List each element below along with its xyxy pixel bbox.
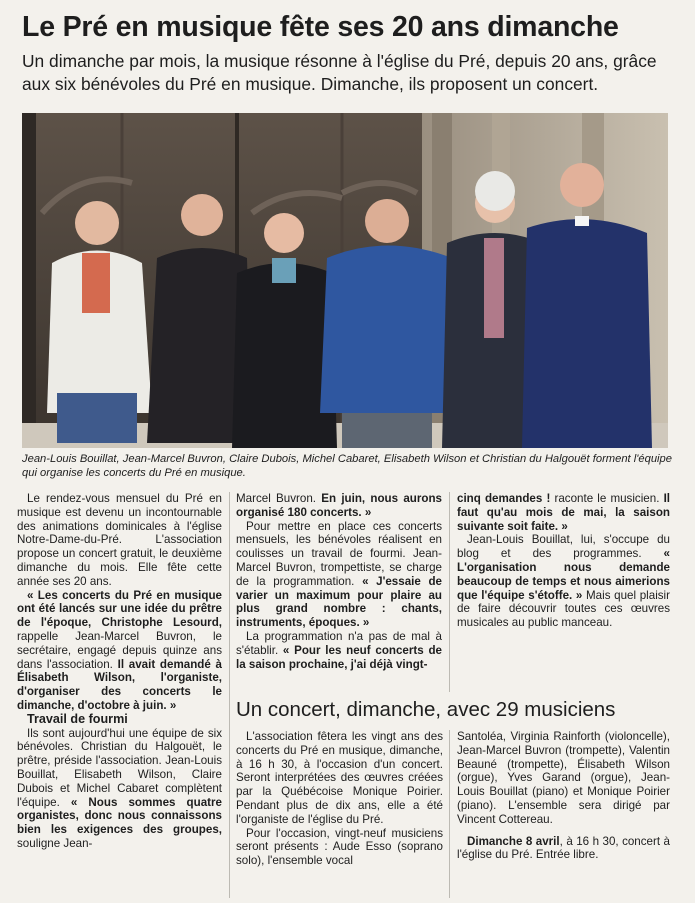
paragraph: Le rendez-vous mensuel du Pré en musique est devenu un incontournable des animations dominicales à l'église Notre-Dame-du-Pré. L'association propose un concert gratuit, le deuxième dimanche du mois. Elle fête cette année ses 20 ans. <box>17 492 222 588</box>
article-lead: Un dimanche par mois, la musique résonne à l'église du Pré, depuis 20 ans, grâce aux six bénévoles du Pré en musique. Dimanche, ils proposent un concert. <box>22 51 657 94</box>
column-divider <box>449 492 450 692</box>
article-column-1 <box>17 492 222 851</box>
subheading: Travail de fourmi <box>27 711 128 726</box>
article-column-3 <box>457 492 670 630</box>
paragraph: Marcel Buvron. En juin, nous aurons organisé 180 concerts. » <box>236 492 442 519</box>
paragraph: Ils sont aujourd'hui une équipe de six bénévoles. Christian du Halgouët, le prêtre, préside l'association. Jean-Louis Bouillat, Elisabeth Wilson, Claire Dubois et Michel Cabaret complètent l'équipe. « Nous sommes quatre organistes, donc nous connaissons bien les exigences des groupes, souligne Jean- <box>17 726 222 850</box>
photo-caption: Jean-Louis Bouillat, Jean-Marcel Buvron, Claire Dubois, Michel Cabaret, Elisabeth Wilson et Christian du Halgouët forment l'équipe qui organise les concerts du Pré en musique. <box>22 453 672 479</box>
group-photo <box>22 113 668 448</box>
paragraph: Dimanche 8 avril, à 16 h 30, concert à l'église du Pré. Entrée libre. <box>457 834 670 862</box>
article-column-4 <box>236 730 443 868</box>
paragraph: Pour l'occasion, vingt-neuf musiciens seront présents : Aude Esso (soprano solo), l'ensemble vocal <box>236 826 443 868</box>
paragraph: Jean-Louis Bouillat, lui, s'occupe du blog et des programmes. « L'organisation nous demande beaucoup de temps et nous aimerions que l'équipe s'étoffe. » Mais quel plaisir de faire découvrir toutes ces œuvres musicales au public manceau. <box>457 533 670 630</box>
section-title: Un concert, dimanche, avec 29 musiciens <box>236 698 616 721</box>
paragraph: cinq demandes ! raconte le musicien. Il faut qu'au mois de mai, la saison suivante soit faite. » <box>457 492 671 533</box>
paragraph: « Les concerts du Pré en musique ont été lancés sur une idée du prêtre de l'époque, Christophe Lesourd, rappelle Jean-Marcel Buvron, le secrétaire, engagé depuis quinze ans dans l'association. Il avait demandé à Élisabeth Wilson, l'organiste, d'organiser des concerts le dimanche, d'octobre à juin. » <box>17 588 222 712</box>
column-divider <box>229 492 230 898</box>
column-divider <box>449 730 450 898</box>
article-headline: Le Pré en musique fête ses 20 ans dimanche <box>22 11 619 43</box>
article-column-2 <box>236 492 442 671</box>
paragraph: Pour mettre en place ces concerts mensuels, les bénévoles réalisent en coulisses un travail de fourmi. Jean-Marcel Buvron, trompettiste, se charge de la programmation. « J'essaie de varier un maximum pour plaire au plus grand nombre : chants, instruments, époques. » <box>236 519 442 630</box>
paragraph: La programmation n'a pas de mal à s'établir. « Pour les neuf concerts de la saison prochaine, j'ai déjà vingt- <box>236 629 442 671</box>
paragraph: L'association fêtera les vingt ans des concerts du Pré en musique, dimanche, à 16 h 30, à l'occasion d'un concert. Seront interprétées des œuvres créées par la Québécoise Monique Poirier. Pendant plus de dix ans, elle a été l'organiste de l'église du Pré. <box>236 730 443 826</box>
article-column-5 <box>457 730 670 862</box>
paragraph: Santoléa, Virginia Rainforth (violoncelle), Jean-Marcel Buvron (trompette), Valentin Beauné (trompette), Élisabeth Wilson (orgue), Yves Garand (orgue), Jean-Louis Bouillat (piano) et Monique Poirier (piano). L'ensemble sera dirigé par Vincent Cottereau. <box>457 730 670 826</box>
